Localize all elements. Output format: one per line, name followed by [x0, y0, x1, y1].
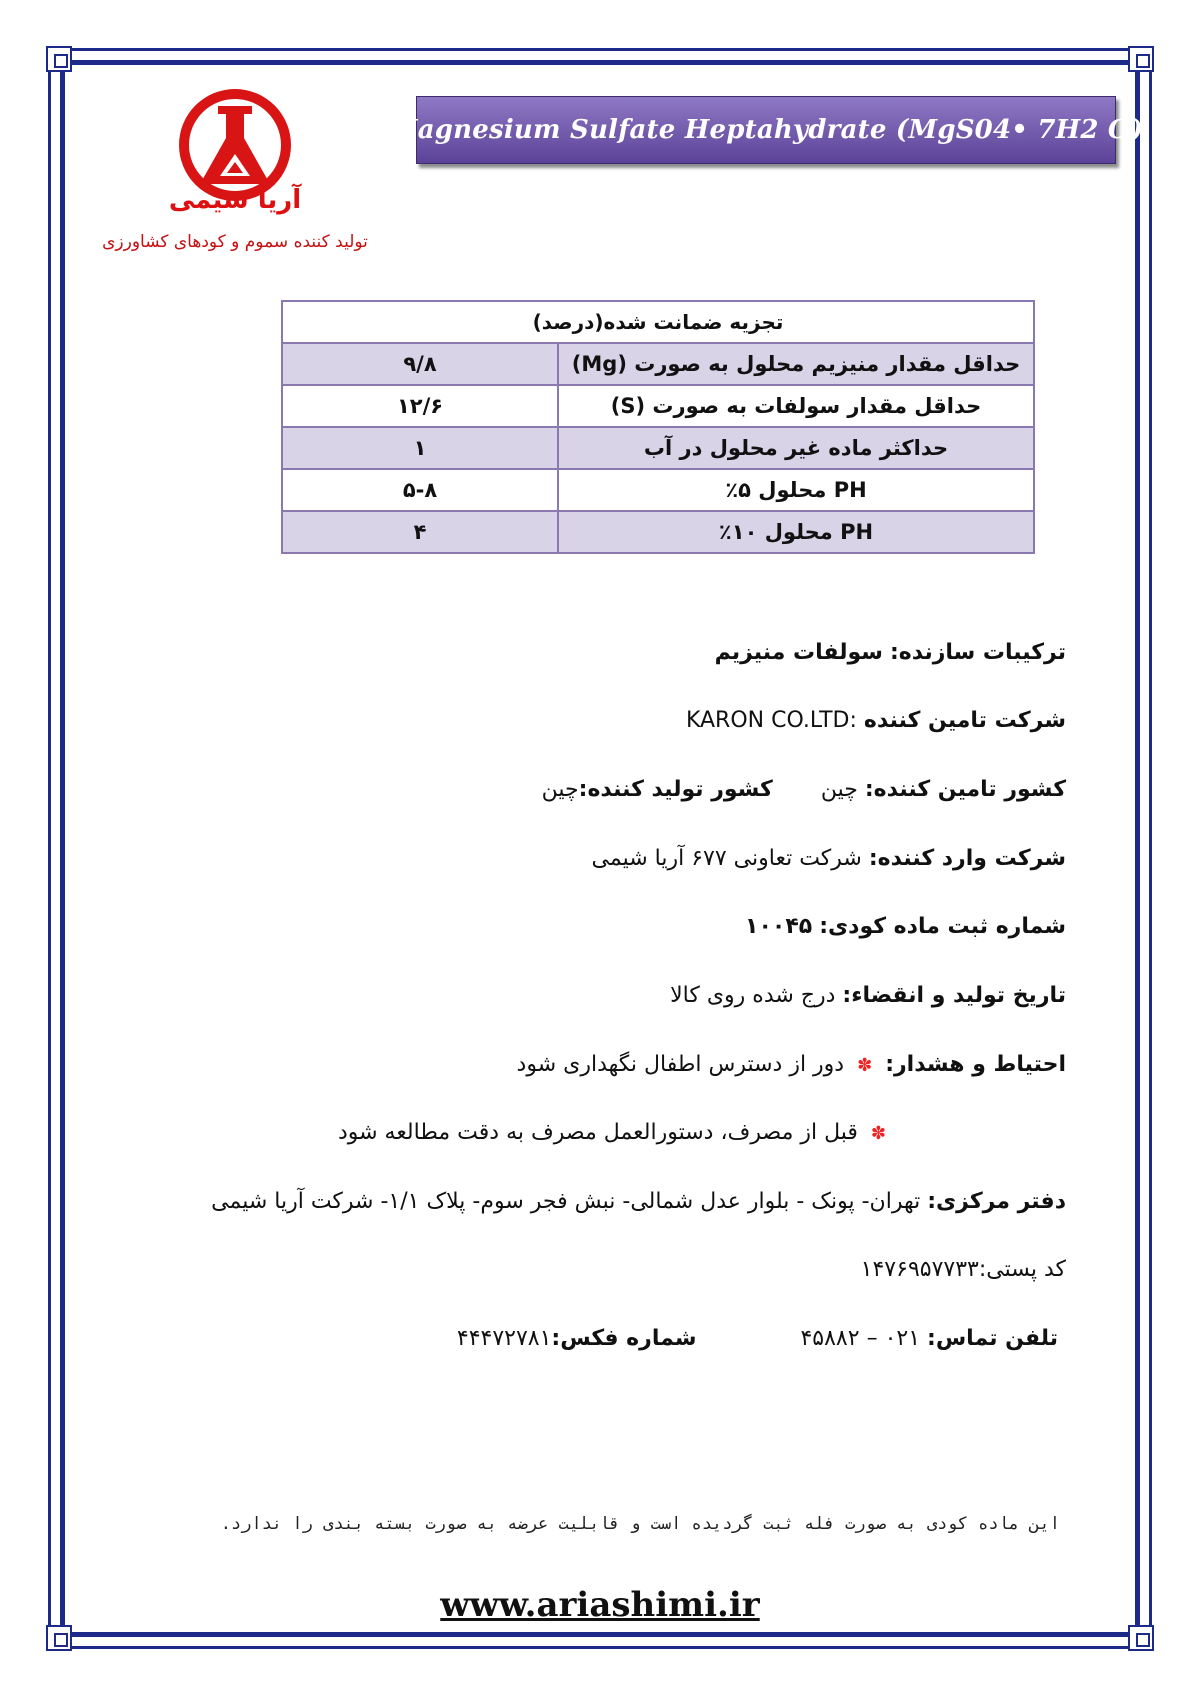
product-title: Magnesium Sulfate Heptahydrate (MgS04• 7H2 O)	[388, 115, 1144, 145]
supplier-label: شرکت تامین کننده	[863, 708, 1066, 733]
row-value: ۱	[282, 427, 558, 469]
importer-label: شرکت وارد کننده:	[868, 846, 1066, 871]
warning-2: قبل از مصرف، دستورالعمل مصرف به دقت مطالعه شود	[337, 1120, 858, 1145]
table-row	[282, 427, 1034, 469]
composition-value: سولفات منیزیم	[714, 640, 883, 665]
country-line	[542, 777, 1066, 802]
dates-label: تاریخ تولید و انقضاء:	[842, 983, 1066, 1008]
phone-label: تلفن تماس:	[927, 1326, 1058, 1351]
producer-country-label: کشور تولید کننده:	[578, 777, 773, 802]
registration-value: ۱۰۰۴۵	[745, 914, 813, 939]
registration-label: شماره ثبت ماده کودی:	[819, 914, 1066, 939]
row-value: ۹/۸	[282, 343, 558, 385]
office-label: دفتر مرکزی:	[927, 1189, 1066, 1214]
postal-label: کد پستی:	[978, 1257, 1066, 1282]
website-link[interactable]: www.ariashimi.ir	[440, 1585, 760, 1625]
row-label: PH محلول ۱۰٪	[558, 511, 1034, 553]
warning-line-2	[338, 1120, 892, 1145]
dates-line	[670, 983, 1066, 1008]
asterisk-icon: ✽	[870, 1123, 886, 1144]
supplier-value: KARON CO.LTD:	[685, 708, 857, 733]
table-header-row	[282, 301, 1034, 343]
table-row	[282, 469, 1034, 511]
dates-value: درج شده روی کالا	[670, 983, 836, 1008]
row-value: ۴	[282, 511, 558, 553]
office-line	[211, 1189, 1066, 1214]
phone-value: ۰۲۱ – ۴۵۸۸۲	[800, 1326, 921, 1351]
asterisk-icon: ✽	[857, 1055, 873, 1076]
composition-line	[715, 640, 1066, 665]
table-row	[282, 511, 1034, 553]
warning-label: احتیاط و هشدار:	[885, 1052, 1066, 1077]
postal-value: ۱۴۷۶۹۵۷۷۳۳	[860, 1257, 979, 1282]
fax-value: ۴۴۴۷۲۷۸۱	[456, 1326, 552, 1351]
importer-line	[592, 846, 1066, 871]
border-corner	[46, 1625, 72, 1651]
postal-line	[861, 1257, 1066, 1282]
row-label: حداقل مقدار سولفات به صورت (S)	[558, 385, 1034, 427]
row-label: حداکثر ماده غیر محلول در آب	[558, 427, 1034, 469]
supplier-line	[686, 708, 1066, 733]
border-corner	[1128, 1625, 1154, 1651]
warning-1: دور از دسترس اطفال نگهداری شود	[516, 1052, 845, 1077]
brand-tagline: تولید کننده سموم و کودهای کشاورزی	[102, 232, 368, 252]
producer-country-value: چین	[541, 777, 579, 802]
product-title-banner	[388, 96, 1144, 164]
fax-label: شماره فکس:	[551, 1326, 697, 1351]
composition-label: ترکیبات سازنده:	[889, 640, 1066, 665]
table-title: تجزیه ضمانت شده(درصد)	[282, 301, 1034, 343]
supplier-country-label: کشور تامین کننده:	[864, 777, 1066, 802]
row-value: ۱۲/۶	[282, 385, 558, 427]
importer-value: شرکت تعاونی ۶۷۷ آریا شیمی	[591, 846, 862, 871]
row-label: PH محلول ۵٪	[558, 469, 1034, 511]
registration-line	[745, 914, 1066, 939]
brand-name: آریا شیمی	[168, 185, 302, 215]
table-row	[282, 385, 1034, 427]
border-corner	[1128, 46, 1154, 72]
supplier-country-value: چین	[820, 777, 858, 802]
table-row	[282, 343, 1034, 385]
contact-line	[457, 1326, 1058, 1351]
office-value: تهران- پونک - بلوار عدل شمالی- نبش فجر سوم- پلاک ۱/۱- شرکت آریا شیمی	[211, 1189, 921, 1214]
warning-line	[517, 1052, 1066, 1077]
row-label: حداقل مقدار منیزیم محلول به صورت (Mg)	[558, 343, 1034, 385]
guaranteed-analysis-table	[281, 300, 1035, 554]
bulk-registration-note: این ماده کودی به صورت فله ثبت گردیده است و قابلیت عرضه به صورت بسته بندی را ندارد.	[220, 1514, 1060, 1534]
border-corner	[46, 46, 72, 72]
row-value: ۵-۸	[282, 469, 558, 511]
